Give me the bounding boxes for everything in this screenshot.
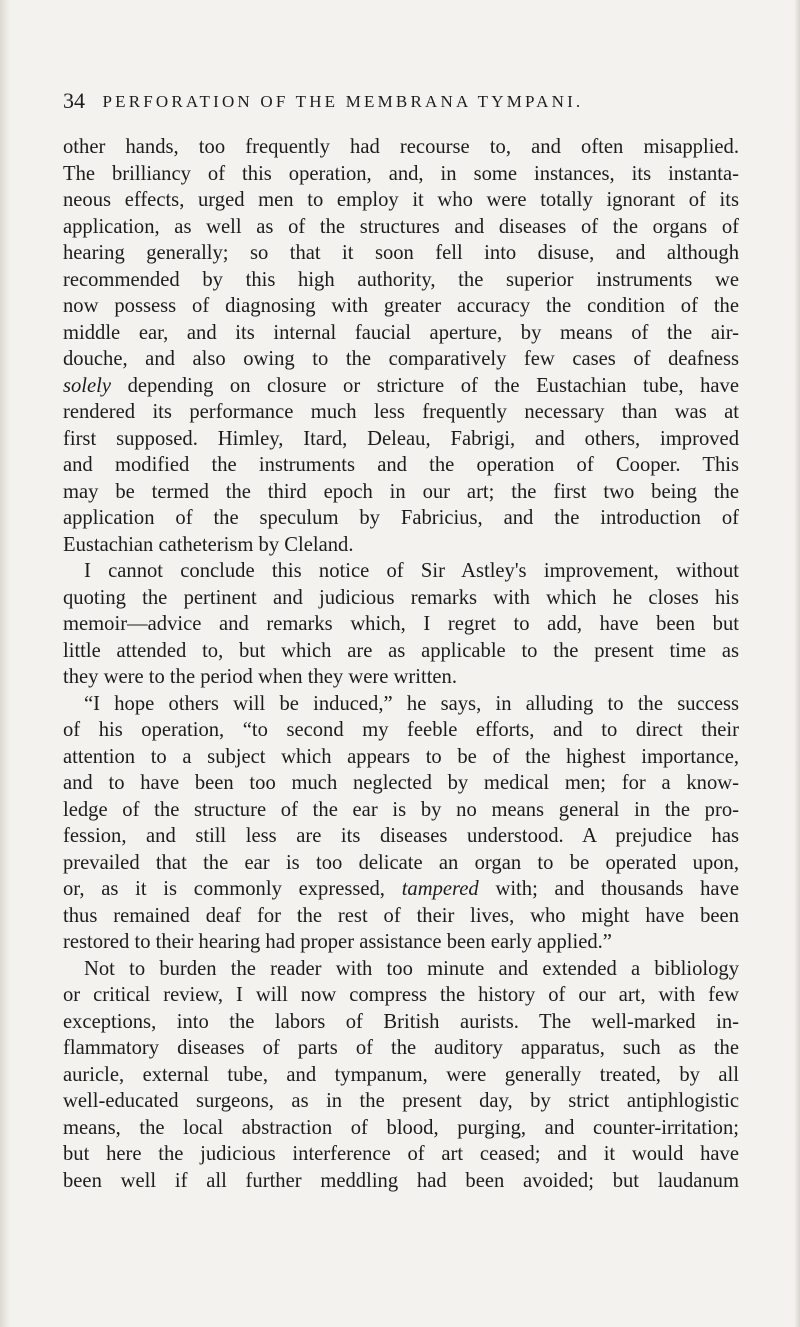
text-line: thus remained deaf for the rest of their lives, who might have been [63, 904, 739, 927]
line-start: or, as it is commonly expressed, [63, 878, 402, 900]
text-line [63, 876, 739, 903]
text-line: means, the local abstraction of blood, purging, and counter-irritation; [63, 1116, 739, 1139]
page-gutter-shadow [0, 0, 10, 1327]
text-line: flammatory diseases of parts of the auditory apparatus, such as the [63, 1037, 739, 1059]
text-line: they were to the period when they were written. [63, 666, 457, 688]
text-line: or critical review, I will now compress the history of our art, with few [63, 984, 739, 1006]
paragraph-start-line: Not to burden the reader with too minute and extended a bibliology [84, 957, 739, 980]
running-head [63, 88, 743, 114]
paragraph-start-line: “I hope others will be induced,” he says, in alluding to the success [84, 692, 739, 715]
text-line: well-educated surgeons, as in the present day, by strict antiphlogistic [63, 1090, 739, 1112]
text-line: of his operation, “to second my feeble efforts, and to direct their [63, 719, 739, 741]
text-line: middle ear, and its internal faucial aperture, by means of the air- [63, 321, 739, 344]
text-line: neous effects, urged men to employ it who were totally ignorant of its [63, 189, 739, 211]
text-line: exceptions, into the labors of British aurists. The well-marked in- [63, 1010, 739, 1033]
text-line: application, as well as of the structures and diseases of the organs of [63, 215, 739, 238]
running-title: PERFORATION OF THE MEMBRANA TYMPANI. [102, 92, 584, 111]
text-line: attention to a subject which appears to be of the highest importance, [63, 745, 739, 768]
line-remainder: depending on closure or stricture of the Eustachian tube, have [111, 374, 739, 397]
text-line: hearing generally; so that it soon fell into disuse, and although [63, 242, 739, 264]
text-line [63, 373, 739, 400]
text-line: douche, and also owing to the comparatively few cases of deafness [63, 348, 739, 370]
paragraph-start-line: I cannot conclude this notice of Sir Astley's improvement, without [84, 560, 739, 582]
text-line: The brilliancy of this operation, and, in some instances, its instanta- [63, 162, 739, 185]
italic-word: solely [63, 374, 112, 397]
text-line: rendered its performance much less frequently necessary than was at [63, 401, 739, 423]
text-line: little attended to, but which are as applicable to the present time as [63, 639, 739, 662]
text-line: application of the speculum by Fabricius, and the introduction of [63, 507, 739, 529]
text-line: and modified the instruments and the operation of Cooper. This [63, 454, 739, 476]
body-text [63, 134, 739, 1194]
text-line: but here the judicious interference of art ceased; and it would have [63, 1143, 739, 1165]
page-number: 34 [63, 88, 85, 113]
text-line: prevailed that the ear is too delicate an organ to be operated upon, [63, 851, 739, 874]
italic-word: tampered [401, 878, 479, 900]
text-line: other hands, too frequently had recourse to, and often misapplied. [63, 136, 739, 158]
text-line: been well if all further meddling had been avoided; but laudanum [63, 1169, 739, 1192]
text-line: memoir—advice and remarks which, I regret to add, have been but [63, 613, 739, 635]
text-line: first supposed. Himley, Itard, Deleau, Fabrigi, and others, improved [63, 427, 739, 450]
text-line: may be termed the third epoch in our art; the first two being the [63, 480, 739, 503]
text-line: auricle, external tube, and tympanum, were generally treated, by all [63, 1063, 739, 1086]
text-line: Eustachian catheterism by Cleland. [63, 533, 354, 556]
text-line: restored to their hearing had proper assistance been early applied.” [63, 931, 612, 953]
text-line: quoting the pertinent and judicious remarks with which he closes his [63, 586, 739, 609]
text-line: now possess of diagnosing with greater accuracy the condition of the [63, 295, 739, 317]
text-line: fession, and still less are its diseases understood. A prejudice has [63, 825, 739, 847]
line-remainder: with; and thousands have [478, 878, 739, 900]
text-line: ledge of the structure of the ear is by no means general in the pro- [63, 798, 739, 821]
text-line: recommended by this high authority, the superior instruments we [63, 268, 739, 291]
page-edge-shadow [794, 0, 800, 1327]
text-line: and to have been too much neglected by medical men; for a know- [63, 772, 739, 794]
